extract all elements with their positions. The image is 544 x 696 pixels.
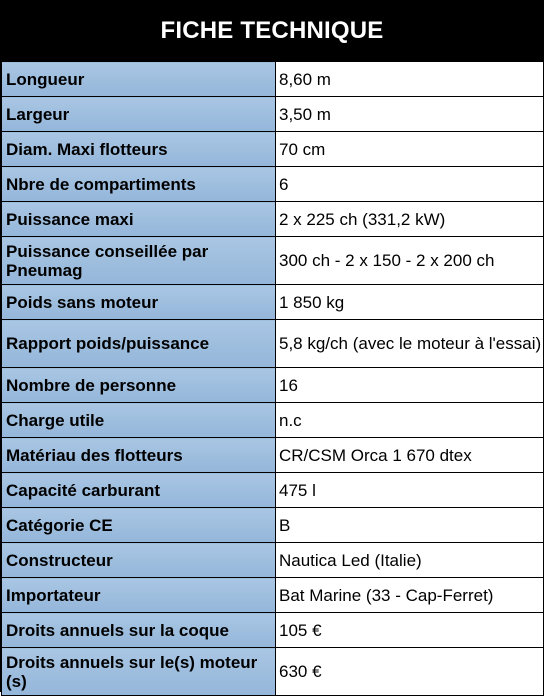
row-value: 5,8 kg/ch (avec le moteur à l'essai)	[276, 320, 544, 368]
table-row	[2, 508, 544, 543]
table-row	[2, 473, 544, 508]
row-label: Droits annuels sur le(s) moteur (s)	[2, 648, 276, 696]
table-row	[2, 237, 544, 285]
table-row	[2, 403, 544, 438]
row-label: Capacité carburant	[2, 473, 276, 508]
table-row	[2, 285, 544, 320]
row-label: Rapport poids/puissance	[2, 320, 276, 368]
row-label: Longueur	[2, 62, 276, 97]
table-row	[2, 368, 544, 403]
row-value: 300 ch - 2 x 150 - 2 x 200 ch	[276, 237, 544, 285]
row-value: Bat Marine (33 - Cap-Ferret)	[276, 578, 544, 613]
row-value: 16	[276, 368, 544, 403]
table-row	[2, 167, 544, 202]
row-value: 630 €	[276, 648, 544, 696]
table-row	[2, 613, 544, 648]
table-row	[2, 438, 544, 473]
table-row	[2, 132, 544, 167]
row-value: n.c	[276, 403, 544, 438]
row-value: 70 cm	[276, 132, 544, 167]
row-label: Matériau des flotteurs	[2, 438, 276, 473]
table-row	[2, 202, 544, 237]
row-label: Catégorie CE	[2, 508, 276, 543]
table-row	[2, 62, 544, 97]
row-label: Constructeur	[2, 543, 276, 578]
row-label: Droits annuels sur la coque	[2, 613, 276, 648]
table-row	[2, 648, 544, 696]
row-label: Nbre de compartiments	[2, 167, 276, 202]
row-value: 475 l	[276, 473, 544, 508]
table-row	[2, 578, 544, 613]
row-label: Nombre de personne	[2, 368, 276, 403]
row-value: B	[276, 508, 544, 543]
row-label: Largeur	[2, 97, 276, 132]
row-label: Poids sans moteur	[2, 285, 276, 320]
sheet-title: FICHE TECHNIQUE	[1, 1, 543, 61]
row-label: Diam. Maxi flotteurs	[2, 132, 276, 167]
row-label: Importateur	[2, 578, 276, 613]
row-value: CR/CSM Orca 1 670 dtex	[276, 438, 544, 473]
table-row	[2, 543, 544, 578]
row-value: 105 €	[276, 613, 544, 648]
row-value: 6	[276, 167, 544, 202]
row-value: 1 850 kg	[276, 285, 544, 320]
row-label: Puissance conseillée par Pneumag	[2, 237, 276, 285]
table-row	[2, 97, 544, 132]
row-label: Puissance maxi	[2, 202, 276, 237]
row-value: 8,60 m	[276, 62, 544, 97]
row-label: Charge utile	[2, 403, 276, 438]
table-row	[2, 320, 544, 368]
row-value: 2 x 225 ch (331,2 kW)	[276, 202, 544, 237]
spec-table	[1, 61, 544, 696]
row-value: Nautica Led (Italie)	[276, 543, 544, 578]
row-value: 3,50 m	[276, 97, 544, 132]
